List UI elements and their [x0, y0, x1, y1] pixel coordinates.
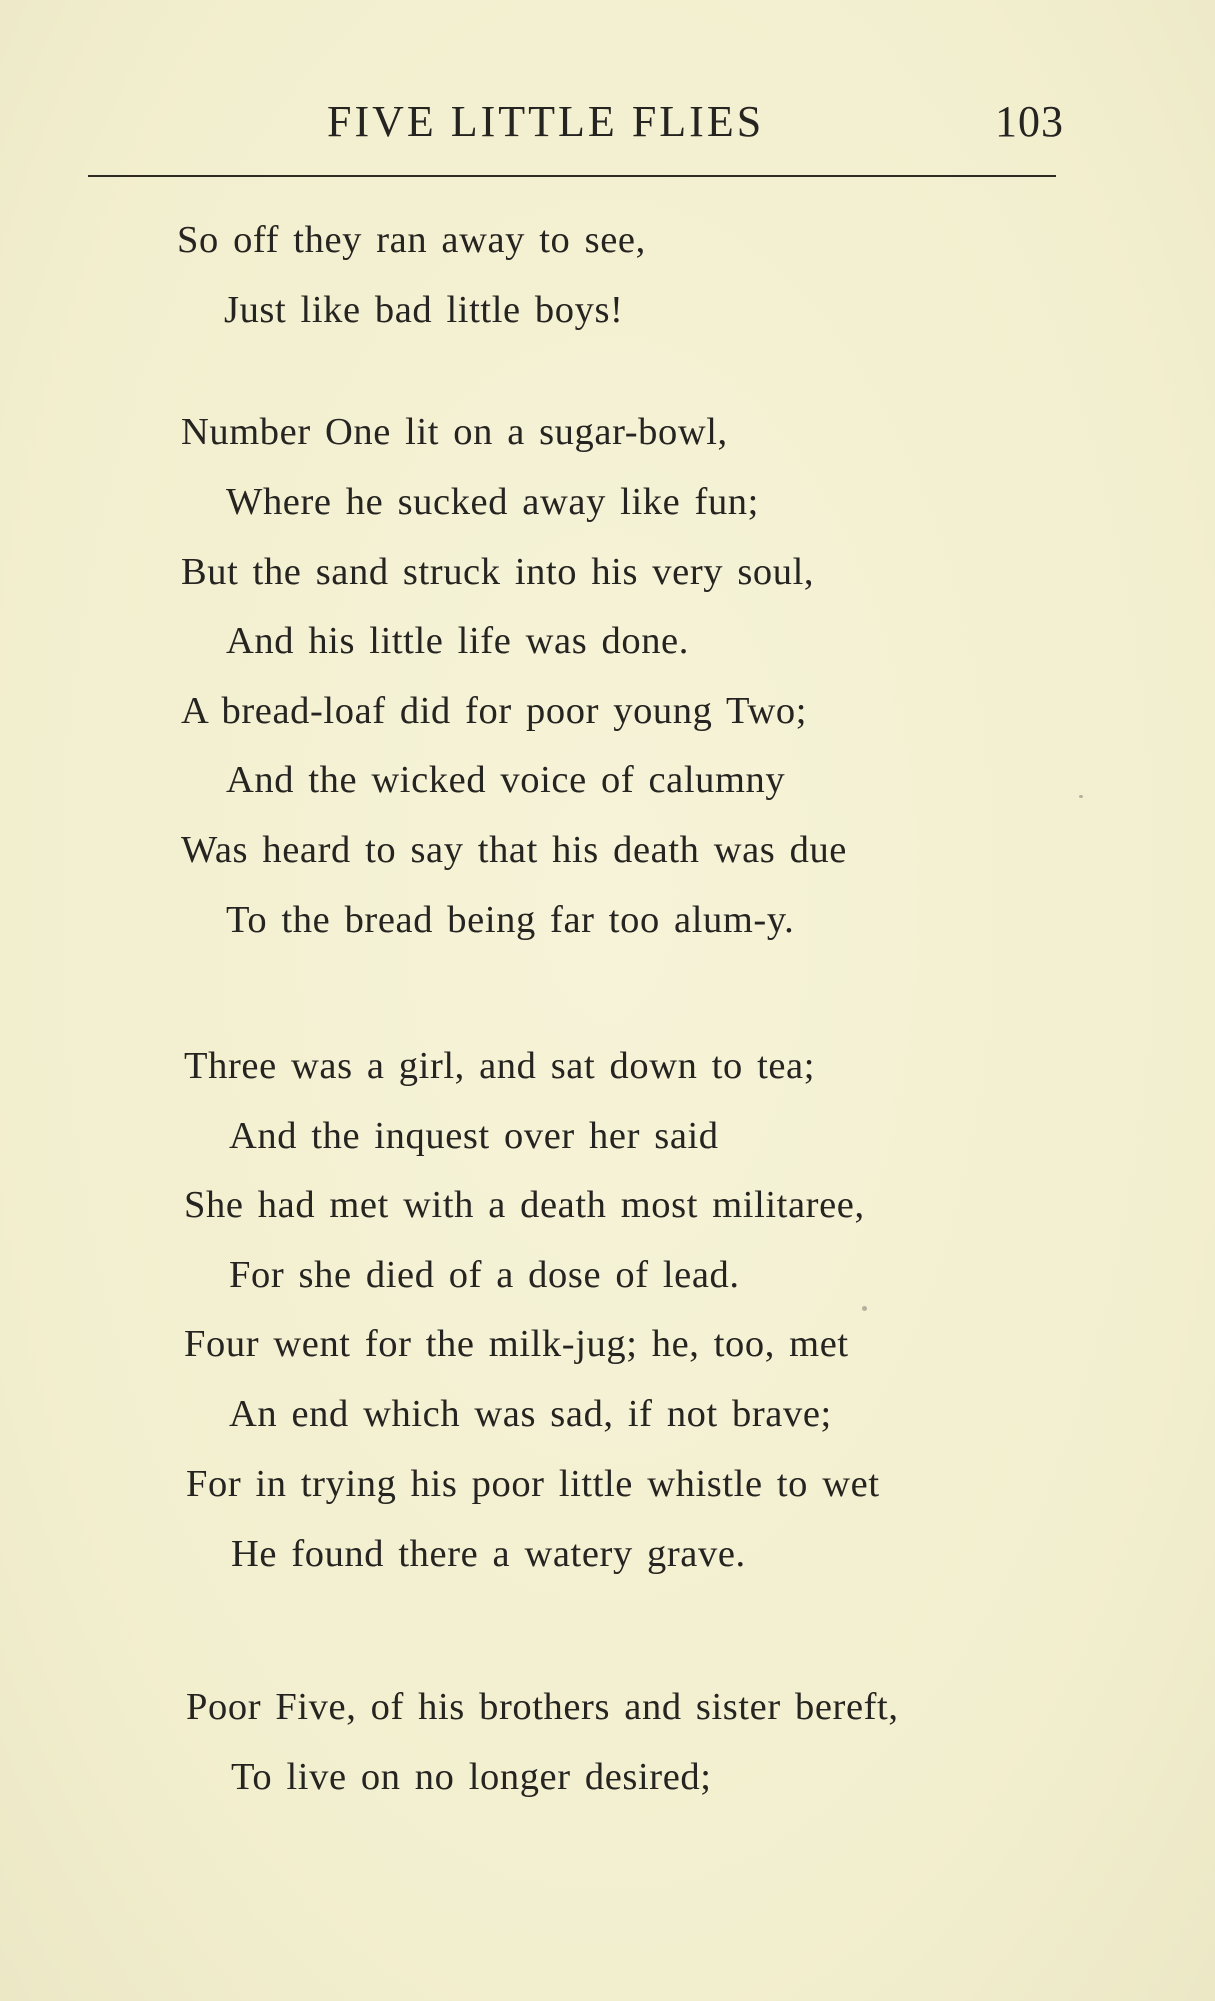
- poem-line: Number One lit on a sugar-bowl,: [181, 411, 728, 453]
- page-header: [0, 92, 1215, 152]
- poem-line: Three was a girl, and sat down to tea;: [184, 1045, 816, 1087]
- poem-line: An end which was sad, if not brave;: [229, 1393, 832, 1435]
- poem-line: For she died of a dose of lead.: [229, 1254, 740, 1296]
- poem-line: Poor Five, of his brothers and sister bereft,: [186, 1686, 899, 1728]
- poem-line: Was heard to say that his death was due: [181, 829, 847, 871]
- poem-line: For in trying his poor little whistle to wet: [186, 1463, 880, 1505]
- poem-line: Four went for the milk-jug; he, too, met: [184, 1323, 849, 1365]
- poem-line: So off they ran away to see,: [177, 219, 646, 261]
- running-title: FIVE LITTLE FLIES: [327, 97, 765, 146]
- poem-line: And the wicked voice of calumny: [226, 759, 786, 801]
- poem-line: Where he sucked away like fun;: [226, 481, 759, 523]
- poem-line: A bread-loaf did for poor young Two;: [181, 690, 807, 732]
- poem-line: And the inquest over her said: [229, 1115, 719, 1157]
- poem-line: To the bread being far too alum-y.: [226, 899, 795, 941]
- poem-line: He found there a watery grave.: [231, 1533, 746, 1575]
- poem-line: Just like bad little boys!: [224, 289, 624, 331]
- poem-line: She had met with a death most militaree,: [184, 1184, 865, 1226]
- header-rule: [88, 175, 1056, 177]
- paper-speck: [1079, 795, 1083, 798]
- poem-line: And his little life was done.: [226, 620, 689, 662]
- poem-line: To live on no longer desired;: [231, 1756, 712, 1798]
- paper-speck: [862, 1306, 867, 1311]
- page-number: 103: [995, 97, 1064, 146]
- poem-line: But the sand struck into his very soul,: [181, 551, 815, 593]
